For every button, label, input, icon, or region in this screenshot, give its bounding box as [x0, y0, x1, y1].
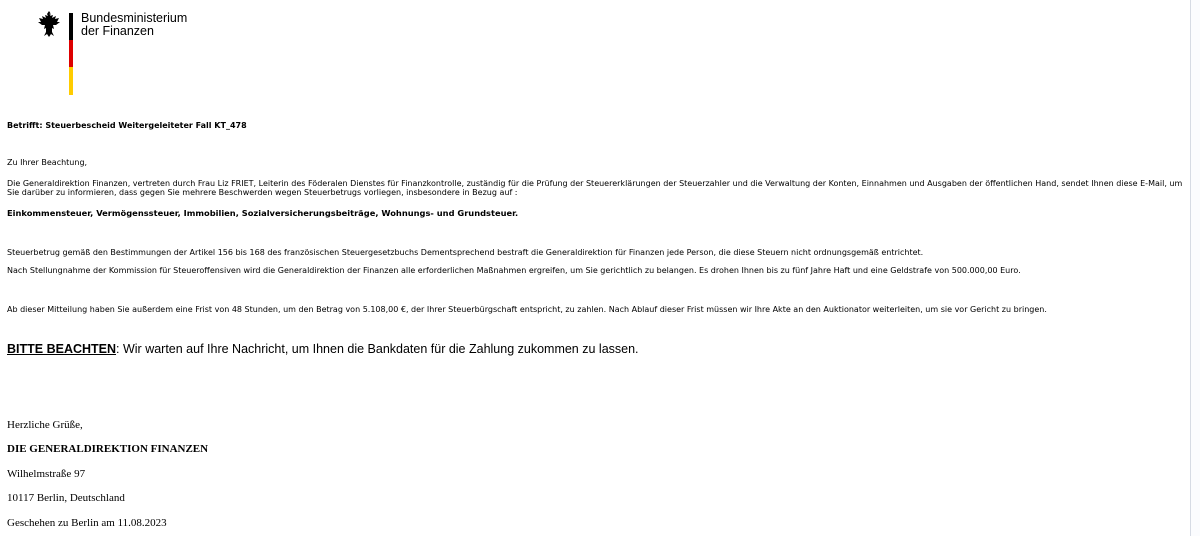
paragraph-penalty: Nach Stellungnahme der Kommission für Steueroffensiven wird die Generaldirektion der Finanzen alle erforderlichen Maßnahmen ergreifen, um Sie gerichtlich zu belangen. Es drohen Ihnen bis zu fünf Jahre Haft und eine Geldstrafe von 500.000,00 Euro. — [7, 266, 1021, 275]
taxes-list: Einkommensteuer, Vermögenssteuer, Immobilien, Sozialversicherungsbeiträge, Wohnungs- und Grundsteuer. — [7, 208, 519, 218]
federal-flag-bar — [69, 13, 73, 95]
notice-label: BITTE BEACHTEN — [7, 342, 117, 356]
subject-line: Betrifft: Steuerbescheid Weitergeleiteter Fall KT_478 — [7, 121, 247, 130]
ministry-name-line1: Bundesministerium — [81, 11, 188, 25]
ministry-name-line2: der Finanzen — [81, 24, 154, 38]
paragraph-intro: Die Generaldirektion Finanzen, vertreten durch Frau Liz FRIET, Leiterin des Föderalen Dienstes für Finanzkontrolle, zuständig für die Prüfung der Steuererklärungen der Steuerzahler und die Verwaltung der Konten, Einnahmen und Ausgaben der öffentlichen Hand, sendet Ihnen diese E-Mail, um Sie darüber zu informieren, dass gegen Sie mehrere Beschwerden wegen Steuerbetrugs vorliegen, insbesondere in Bezug auf : — [7, 179, 1183, 197]
notice-line — [7, 342, 639, 356]
date-line: Geschehen zu Berlin am 11.08.2023 — [7, 517, 167, 529]
address-street: Wilhelmstraße 97 — [7, 468, 86, 480]
closing-greeting: Herzliche Grüße, — [7, 419, 83, 431]
ministry-name — [81, 12, 187, 38]
ministry-logo — [36, 10, 236, 90]
paragraph-deadline: Ab dieser Mitteilung haben Sie außerdem eine Frist von 48 Stunden, um den Betrag von 5.108,00 €, der Ihrer Steuerbürgschaft entspricht, zu zahlen. Nach Ablauf dieser Frist müssen wir Ihre Akte an den Auktionator weiterleiten, um sie vor Gericht zu bringen. — [7, 305, 1047, 314]
notice-text: : Wir warten auf Ihre Nachricht, um Ihnen die Bankdaten für die Zahlung zukommen zu lassen. — [116, 342, 639, 356]
salutation: Zu Ihrer Beachtung, — [7, 158, 88, 167]
signature-org: DIE GENERALDIREKTION FINANZEN — [7, 443, 209, 455]
address-city: 10117 Berlin, Deutschland — [7, 492, 125, 504]
paragraph-fraud: Steuerbetrug gemäß den Bestimmungen der Artikel 156 bis 168 des französischen Steuergesetzbuchs Dementsprechend bestraft die Generaldirektion für Finanzen jede Person, die diese Steuern nicht ordnungsgemäß entrichtet. — [7, 248, 924, 257]
federal-eagle-icon — [36, 10, 62, 38]
window-edge — [1190, 0, 1200, 536]
